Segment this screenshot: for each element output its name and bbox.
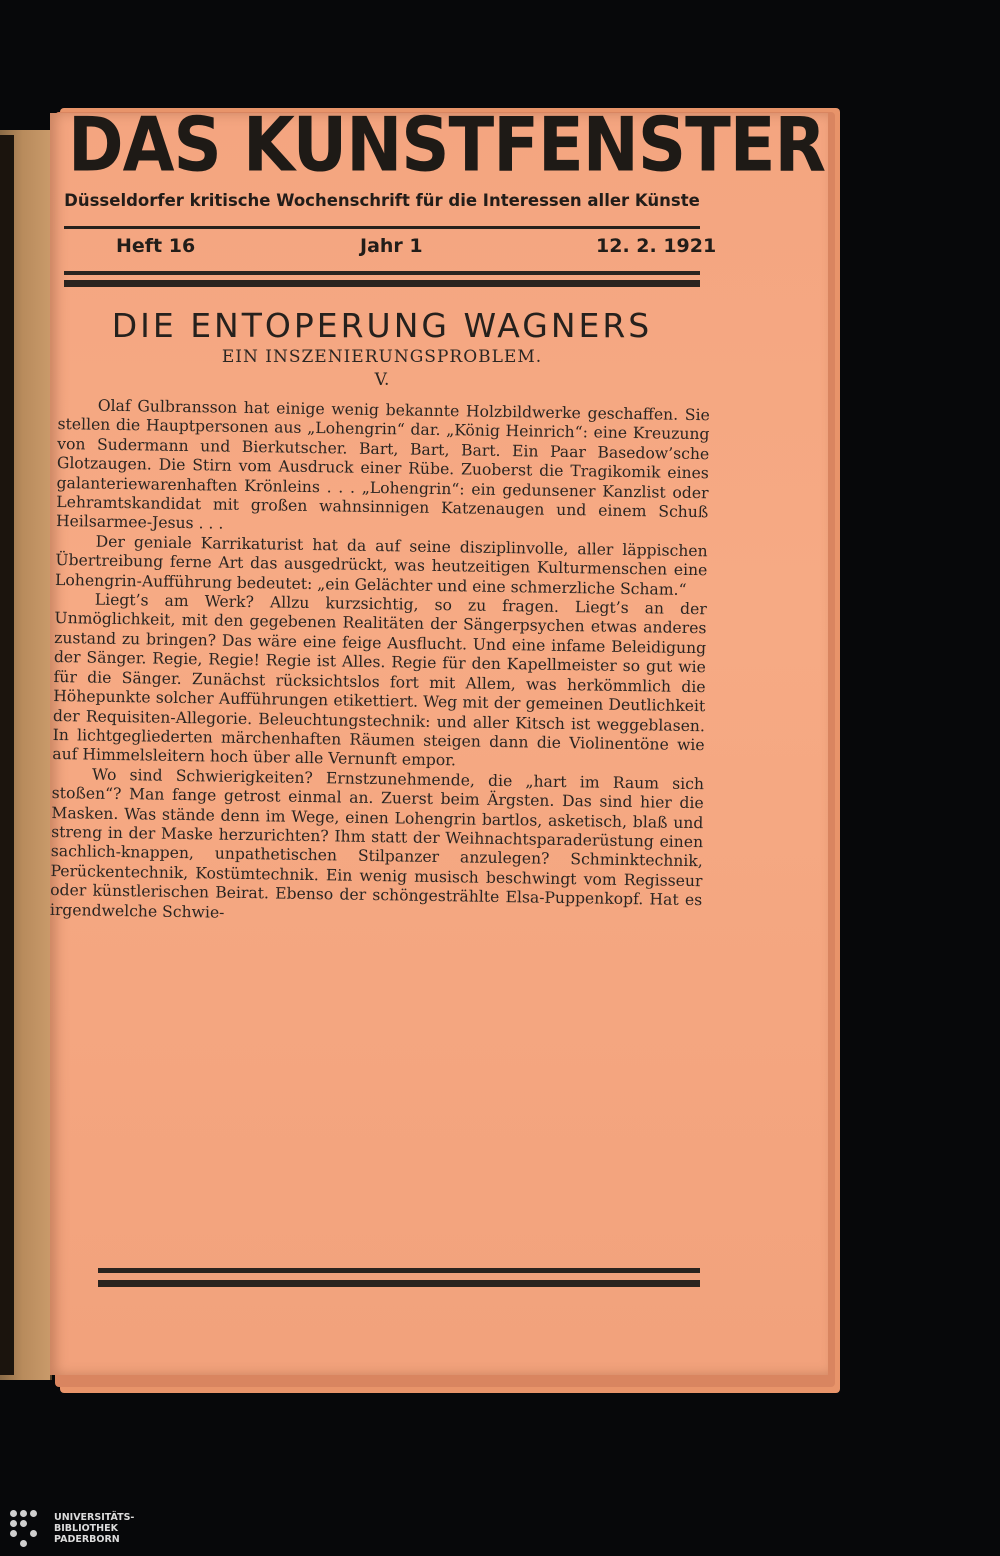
masthead-subtitle: Düsseldorfer kritische Wochenschrift für die Interessen aller Künste (64, 191, 700, 210)
article-title: DIE ENTOPERUNG WAGNERS (111, 306, 653, 345)
library-logo (8, 1506, 134, 1550)
library-logo-line3: PADERBORN (54, 1533, 120, 1545)
article-subtitle: EIN INSZENIERUNGSPROBLEM. (221, 347, 543, 367)
issue-date: 12. 2. 1921 (596, 235, 717, 257)
library-logo-text (54, 1512, 134, 1545)
footer-rule-lower (98, 1280, 700, 1287)
issue-rule-lower (64, 280, 700, 287)
issue-year: Jahr 1 (360, 235, 423, 257)
masthead-title: DAS KUNSTFENSTER (68, 101, 826, 189)
masthead-rule (64, 226, 700, 229)
library-logo-line2: BIBLIOTHEK (54, 1522, 118, 1534)
library-logo-line1: UNIVERSITÄTS- (54, 1511, 135, 1523)
paragraph: Olaf Gulbransson hat einige wenig bekannte Holzbildwerke geschaffen. Sie stellen die Hauptpersonen aus „Lohengrin“ dar. „König Heinrich“: eine Kreuzung von Sudermann und Bierkutscher. Bart, Bart, Bart. Ein Paar Basedow’sche Glotzaugen. Die Stirn vom Ausdruck einer Rübe. Zuoberst die Tragikomik eines galanteriewarenhaften Krönleins . . . „Lohengrin“: ein gedunsener Kanzlist oder Lehramtskandidat mit großen wahnsinnigen Katzenaugen und einem Schuß Heilsarmee-Jesus . . . (55, 396, 710, 534)
binding-shadow (0, 135, 14, 1375)
paragraph: Wo sind Schwierigkeiten? Ernstzunehmende, die „hart im Raum sich stoßen“? Man fange getrost einmal an. Zuerst beim Ärgsten. Das sind hier die Masken. Was stände denn im Wege, einen Lohengrin bartlos, asketisch, blaß und streng in der Maske herzurichten? Ihm statt der Weihnachtsparaderüstung einen sachlich-knappen, unpathetischen Stilpanzer anzulegen? Schminktechnik, Perückentechnik, Kostümtechnik. Ein wenig musisch beschwingt vom Regisseur oder künstlerischen Beirat. Ebenso der schöngestrählte Elsa-Puppenkopf. Hat es irgendwelche Schwie- (49, 765, 705, 922)
paragraph: Der geniale Karrikaturist hat da auf seine disziplinvolle, aller läppischen Übertreibung ferne Art das ausgedrückt, was heutzeitigen Kulturmenschen eine Lohengrin-Aufführung bedeutet: „ein Gelächter und eine schmerzliche Scham.“ (54, 532, 708, 599)
issue-number: Heft 16 (116, 235, 196, 257)
paragraph: Liegt’s am Werk? Allzu kurzsichtig, so zu fragen. Liegt’s an der Unmöglichkeit, mit den gegebenen Realitäten der Sängerpsychen etwas anderes zustand zu bringen? Das wäre eine feige Ausflucht. Und eine infame Beleidigung der Sänger. Regie, Regie! Regie ist Alles. Regie für den Kapellmeister so gut wie für die Sänger. Zunächst rücksichtslos fort mit Allem, was herkömmlich die Höhepunkte solcher Aufführungen etikettiert. Weg mit der gemeinen Deutlichkeit der Requisiten-Allegorie. Beleuchtungstechnik: und aller Kitsch ist weggeblasen. In lichtgegliederten märchenhaften Räumen steigen dann die Violinentöne wie auf Himmelsleitern hoch über alle Vernunft empor. (52, 590, 707, 770)
issue-rule-upper (64, 271, 700, 275)
library-logo-icon (8, 1508, 48, 1548)
footer-rule-upper (98, 1268, 700, 1273)
article-body (50, 396, 710, 930)
article-part: V. (374, 370, 390, 390)
